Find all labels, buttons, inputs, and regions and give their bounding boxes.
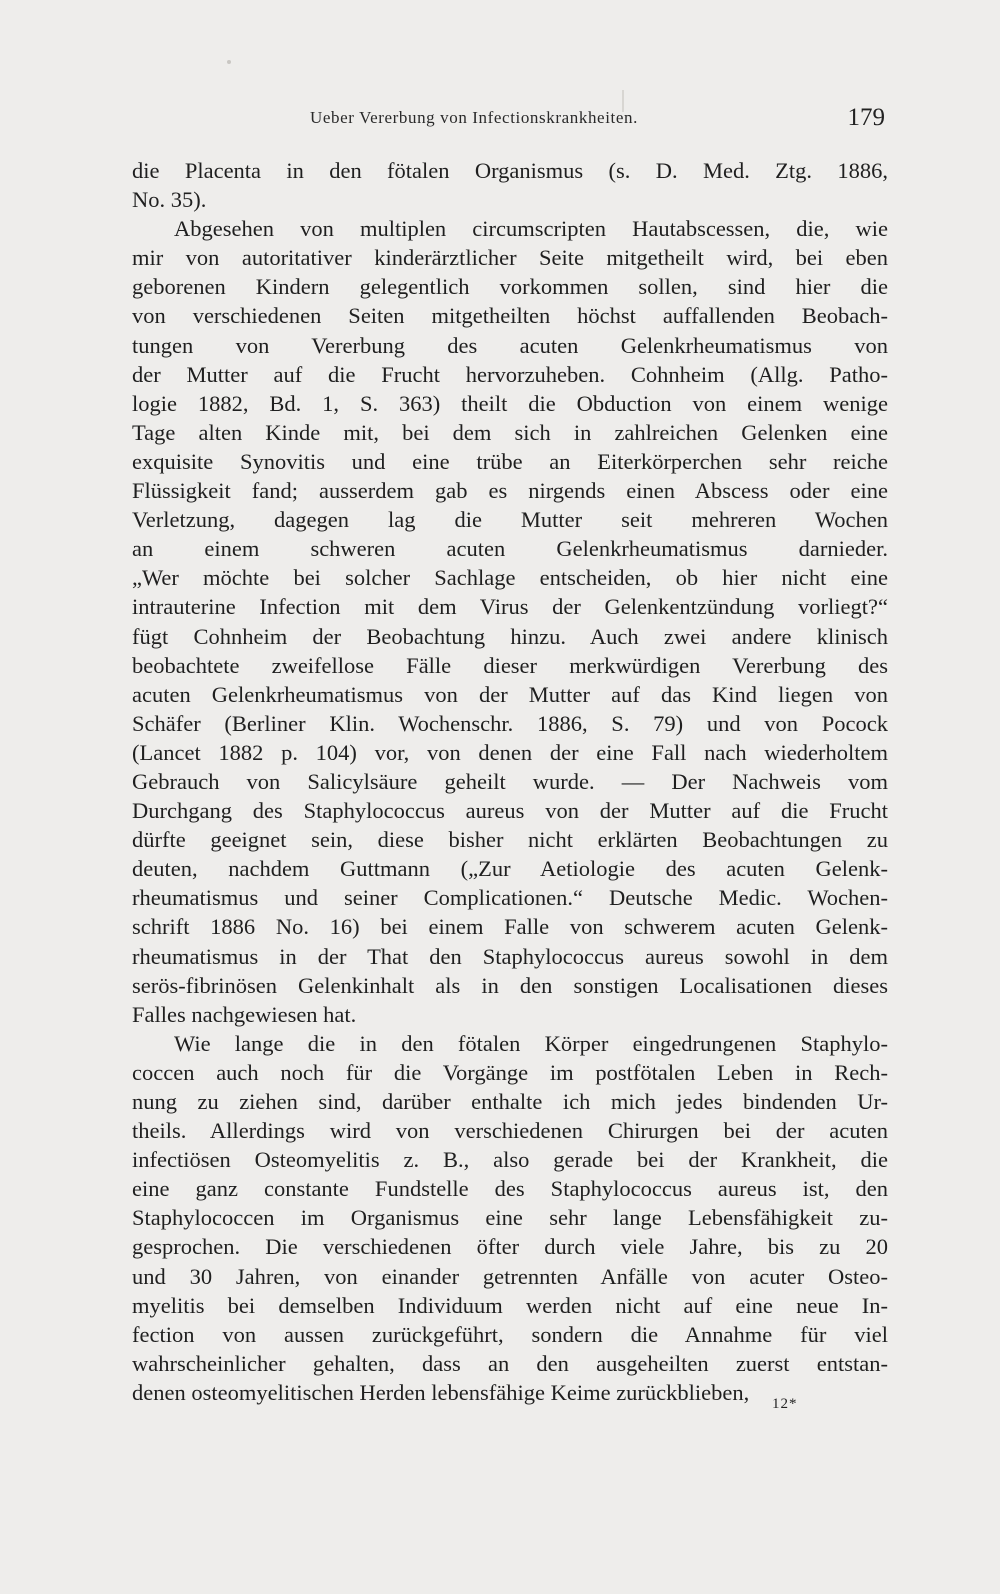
- text-line: tungen von Vererbung des acuten Gelenkrheumatismus von: [132, 332, 888, 358]
- body-text: [132, 156, 888, 1407]
- text-line: deuten, nachdem Guttmann („Zur Aetiologie des acuten Gelenk-: [132, 856, 888, 882]
- text-line: rheumatismus in der That den Staphylococcus aureus sowohl in dem: [132, 943, 888, 969]
- text-line: exquisite Synovitis und eine trübe an Eiterkörperchen sehr reiche: [132, 448, 888, 474]
- text-line: myelitis bei demselben Individuum werden nicht auf eine neue In-: [132, 1292, 888, 1318]
- text-line: intrauterine Infection mit dem Virus der Gelenkentzündung vorliegt?“: [132, 594, 888, 620]
- text-line: acuten Gelenkrheumatismus von der Mutter auf das Kind liegen von: [132, 681, 888, 707]
- text-line: „Wer möchte bei solcher Sachlage entscheiden, ob hier nicht eine: [132, 565, 888, 591]
- text-line: an einem schweren acuten Gelenkrheumatismus darnieder.: [132, 536, 888, 562]
- text-line: (Lancet 1882 p. 104) vor, von denen der eine Fall nach wiederholtem: [132, 739, 888, 765]
- text-line: und 30 Jahren, von einander getrennten Anfälle von acuter Osteo-: [132, 1263, 888, 1289]
- text-line: dürfte geeignet sein, diese bisher nicht erklärten Beobachtungen zu: [132, 827, 888, 853]
- text-line: eine ganz constante Fundstelle des Staphylococcus aureus ist, den: [132, 1176, 888, 1202]
- text-line: infectiösen Osteomyelitis z. B., also gerade bei der Krankheit, die: [132, 1147, 888, 1173]
- text-line: Verletzung, dagegen lag die Mutter seit mehreren Wochen: [132, 507, 888, 533]
- text-line: Schäfer (Berliner Klin. Wochenschr. 1886, S. 79) und von Pocock: [132, 710, 888, 736]
- text-line: Falles nachgewiesen hat.: [132, 1001, 357, 1027]
- text-line: der Mutter auf die Frucht hervorzuheben. Cohnheim (Allg. Patho-: [132, 361, 888, 387]
- text-line: Tage alten Kinde mit, bei dem sich in zahlreichen Gelenken eine: [132, 419, 888, 445]
- text-line: geborenen Kindern gelegentlich vorkommen sollen, sind hier die: [132, 274, 888, 300]
- text-line: denen osteomyelitischen Herden lebensfähige Keime zurückblieben,: [132, 1379, 750, 1405]
- running-header: [130, 104, 885, 132]
- text-line: coccen auch noch für die Vorgänge im postfötalen Leben in Rech-: [132, 1059, 888, 1085]
- text-line: schrift 1886 No. 16) bei einem Falle von schwerem acuten Gelenk-: [132, 914, 888, 940]
- text-line: Flüssigkeit fand; ausserdem gab es nirgends einen Abscess oder eine: [132, 478, 888, 504]
- running-header-title: Ueber Vererbung von Infectionskrankheiten.: [310, 108, 638, 127]
- signature-mark: 12*: [772, 1396, 798, 1412]
- text-line: theils. Allerdings wird von verschiedenen Chirurgen bei der acuten: [132, 1118, 888, 1144]
- text-line: wahrscheinlicher gehalten, dass an den ausgeheilten zuerst entstan-: [132, 1350, 888, 1376]
- text-line: fügt Cohnheim der Beobachtung hinzu. Auch zwei andere klinisch: [132, 623, 888, 649]
- page-number: 179: [847, 104, 885, 131]
- text-line: Durchgang des Staphylococcus aureus von der Mutter auf die Frucht: [132, 798, 888, 824]
- text-line: von verschiedenen Seiten mitgetheilten höchst auffallenden Beobach-: [132, 303, 888, 329]
- text-line: No. 35).: [132, 187, 207, 213]
- text-line: mir von autoritativer kinderärztlicher Seite mitgetheilt wird, bei eben: [132, 245, 888, 271]
- text-line: Wie lange die in den fötalen Körper eingedrungenen Staphylo-: [174, 1030, 888, 1056]
- text-line: rheumatismus und seiner Complicationen.“ Deutsche Medic. Wochen-: [132, 885, 888, 911]
- text-line: die Placenta in den fötalen Organismus (s. D. Med. Ztg. 1886,: [132, 158, 888, 183]
- text-line: Abgesehen von multiplen circumscripten Hautabscessen, die, wie: [174, 216, 888, 242]
- text-line: gesprochen. Die verschiedenen öfter durch viele Jahre, bis zu 20: [132, 1234, 888, 1260]
- text-line: Gebrauch von Salicylsäure geheilt wurde. — Der Nachweis vom: [132, 768, 888, 794]
- text-line: nung zu ziehen sind, darüber enthalte ich mich jedes bindenden Ur-: [132, 1089, 888, 1114]
- text-line: fection von aussen zurückgeführt, sondern die Annahme für viel: [132, 1321, 888, 1347]
- text-line: serös-fibrinösen Gelenkinhalt als in den sonstigen Localisationen dieses: [132, 972, 888, 998]
- text-line: Staphylococcen im Organismus eine sehr lange Lebensfähigkeit zu-: [132, 1205, 888, 1231]
- text-line: beobachtete zweifellose Fälle dieser merkwürdigen Vererbung des: [132, 652, 888, 678]
- text-line: logie 1882, Bd. 1, S. 363) theilt die Obduction von einem wenige: [132, 390, 888, 416]
- paper-speck: [227, 60, 231, 64]
